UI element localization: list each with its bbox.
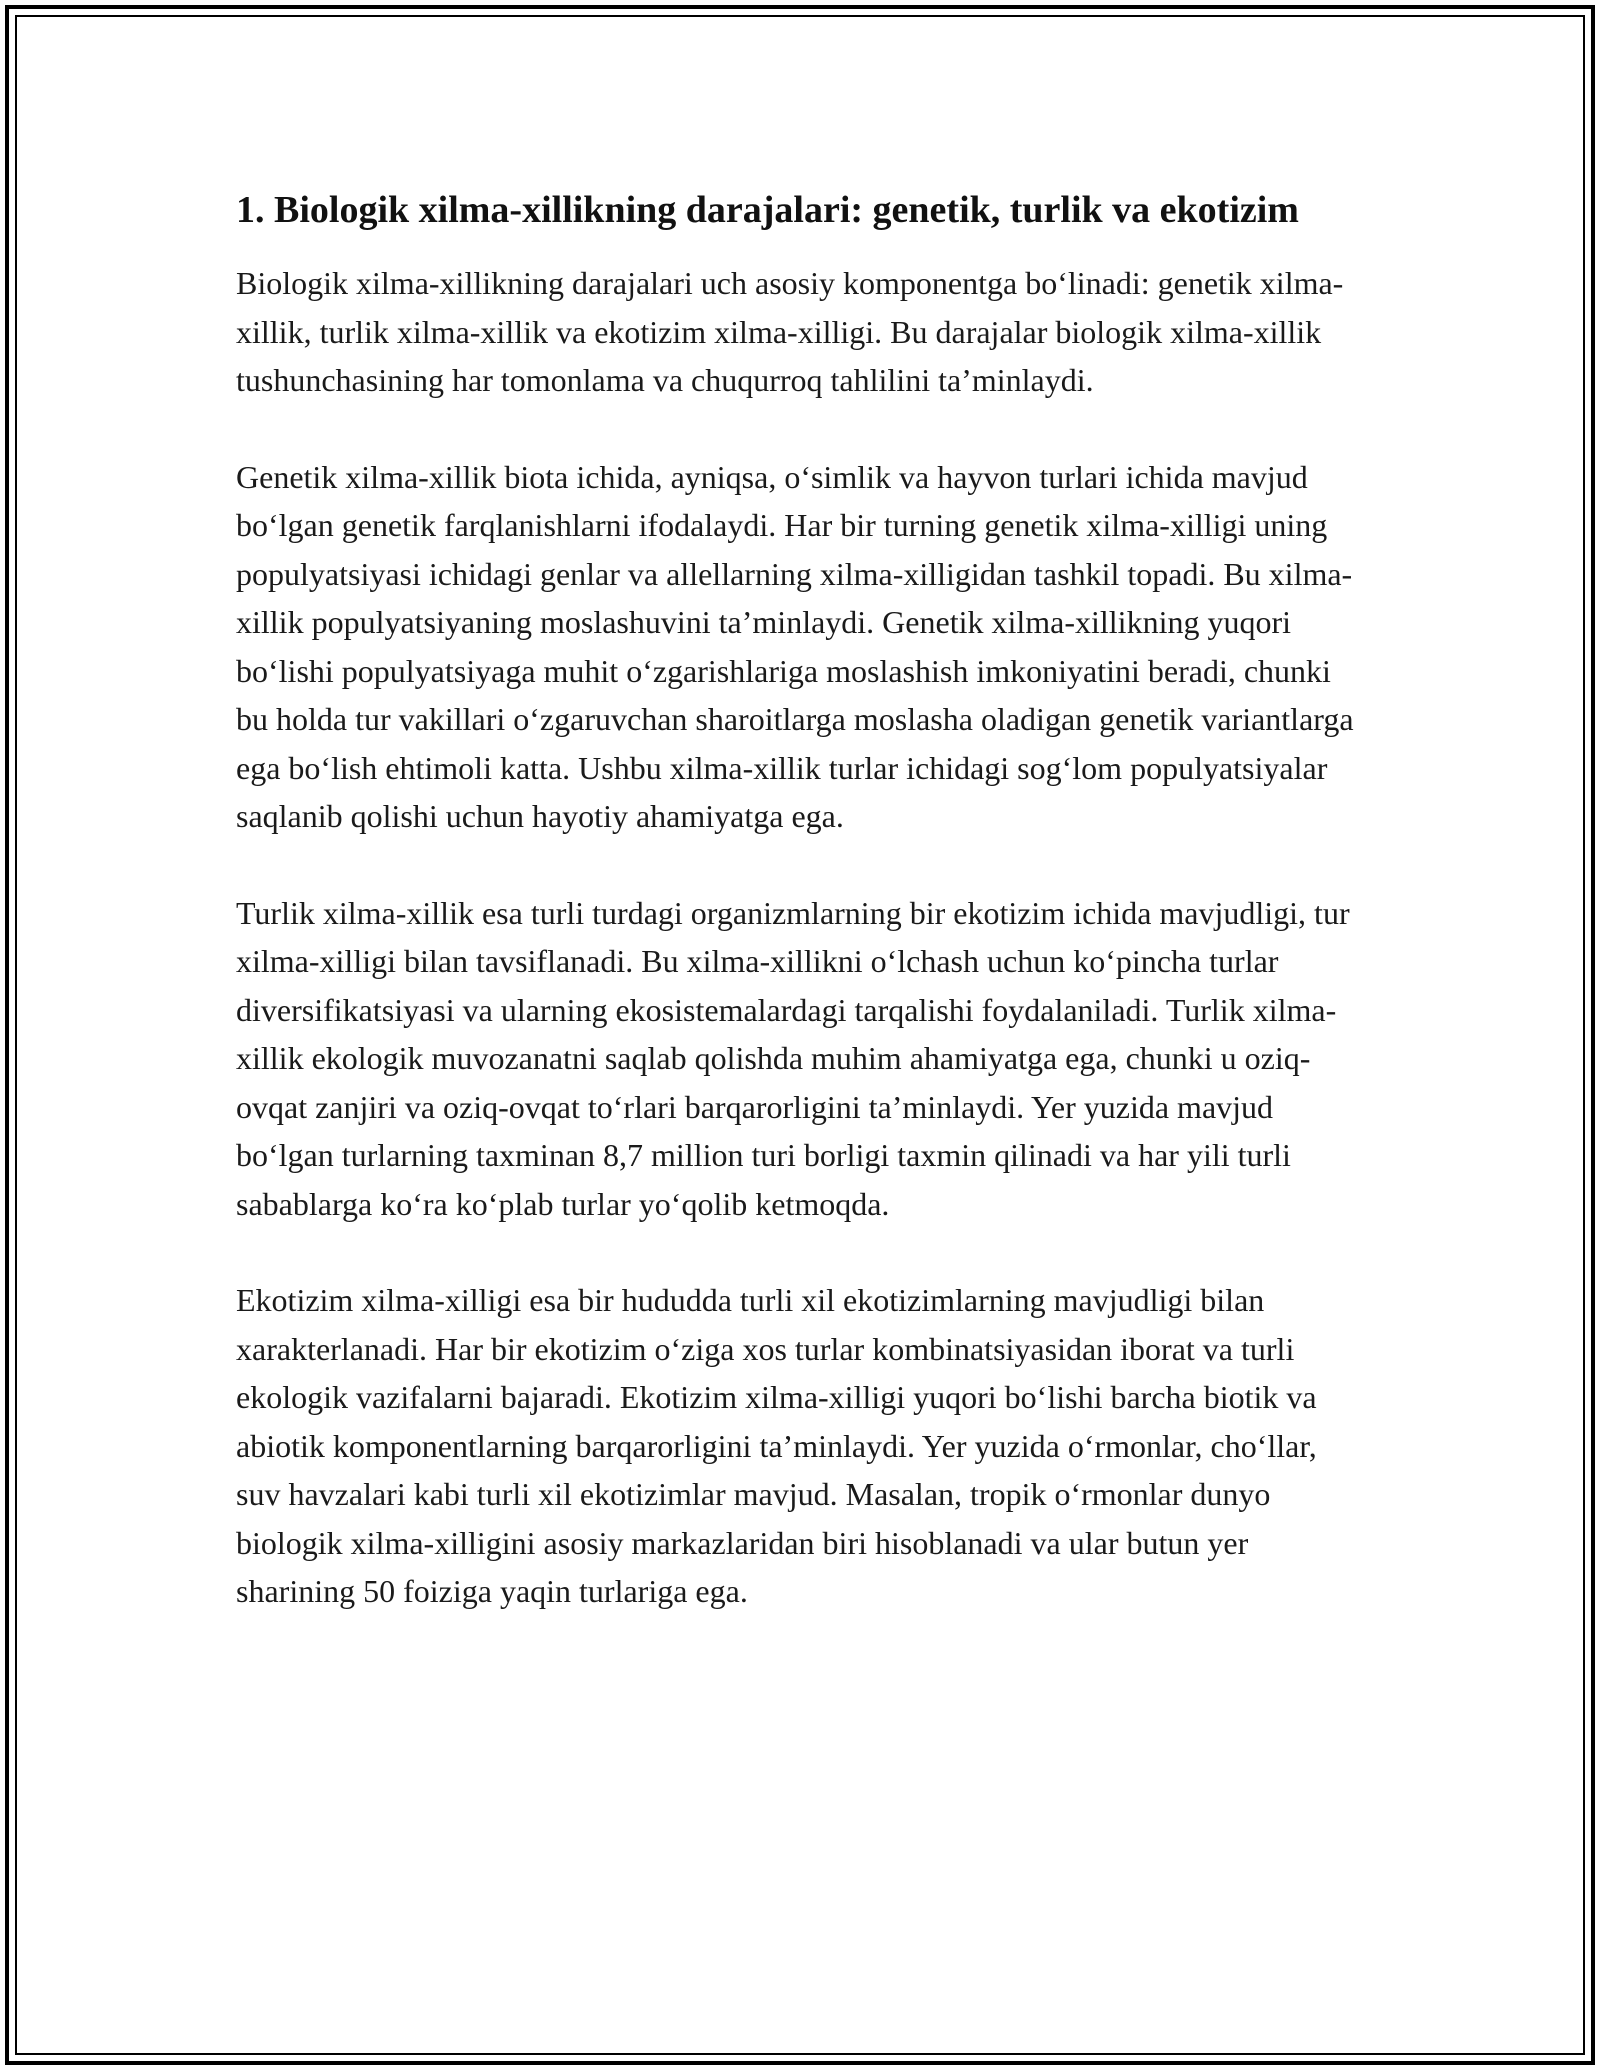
section-heading: 1. Biologik xilma-xillikning darajalari: genetik, turlik va ekotizim: [236, 189, 1299, 231]
paragraph-species-diversity: Turlik xilma-xillik esa turli turdagi organizmlarning bir ekotizim ichida mavjudligi, tur xilma-xilligi bilan tavsiflanadi. Bu xilma-xillikni o‘lchash uchun ko‘pincha turlar diversifikatsiyasi va ularning ekosistemalardagi tarqalishi foydalaniladi. Turlik xilma-xillik ekologik muvozanatni saqlab qolishda muhim ahamiyatga ega, chunki u oziq-ovqat zanjiri va oziq-ovqat to‘rlari barqarorligini ta’minlaydi. Yer yuzida mavjud bo‘lgan turlarning taxminan 8,7 million turi borligi taxmin qilinadi va har yili turli sabablarga ko‘ra ko‘plab turlar yo‘qolib ketmoqda.: [236, 894, 1350, 1222]
paragraph-ecosystem-diversity: Ekotizim xilma-xilligi esa bir hududda turli xil ekotizimlarning mavjudligi bilan xarakterlanadi. Har bir ekotizim o‘ziga xos turlar kombinatsiyasidan iborat va turli ekologik vazifalarni bajaradi. Ekotizim xilma-xilligi yuqori bo‘lishi barcha biotik va abiotik komponentlarning barqarorligini ta’minlaydi. Yer yuzida o‘rmonlar, cho‘llar, suv havzalari kabi turli xil ekotizimlar mavjud. Masalan, tropik o‘rmonlar dunyo biologik xilma-xilligini asosiy markazlaridan biri hisoblanadi va ular butun yer sharining 50 foiziga yaqin turlariga ega.: [236, 1282, 1317, 1609]
document-body: [236, 183, 1368, 1664]
paragraph-genetic-diversity: Genetik xilma-xillik biota ichida, ayniqsa, o‘simlik va hayvon turlari ichida mavjud bo‘lgan genetik farqlanishlarni ifodalaydi. Har bir turning genetik xilma-xilligi uning populyatsiyasi ichidagi genlar va allellarning xilma-xilligidan tashkil topadi. Bu xilma-xillik populyatsiyaning moslashuvini ta’minlaydi. Genetik xilma-xillikning yuqori bo‘lishi populyatsiyaga muhit o‘zgarishlariga moslashish imkoniyatini beradi, chunki bu holda tur vakillari o‘zgaruvchan sharoitlarga moslasha oladigan genetik variantlarga ega bo‘lish ehtimoli katta. Ushbu xilma-xillik turlar ichidagi sog‘lom populyatsiyalar saqlanib qolishi uchun hayotiy ahamiyatga ega.: [236, 458, 1354, 834]
paragraph-intro: Biologik xilma-xillikning darajalari uch asosiy komponentga bo‘linadi: genetik xilma-xillik, turlik xilma-xillik va ekotizim xilma-xilligi. Bu darajalar biologik xilma-xillik tushunchasining har tomonlama va chuqurroq tahlilini ta’minlaydi.: [236, 265, 1344, 398]
